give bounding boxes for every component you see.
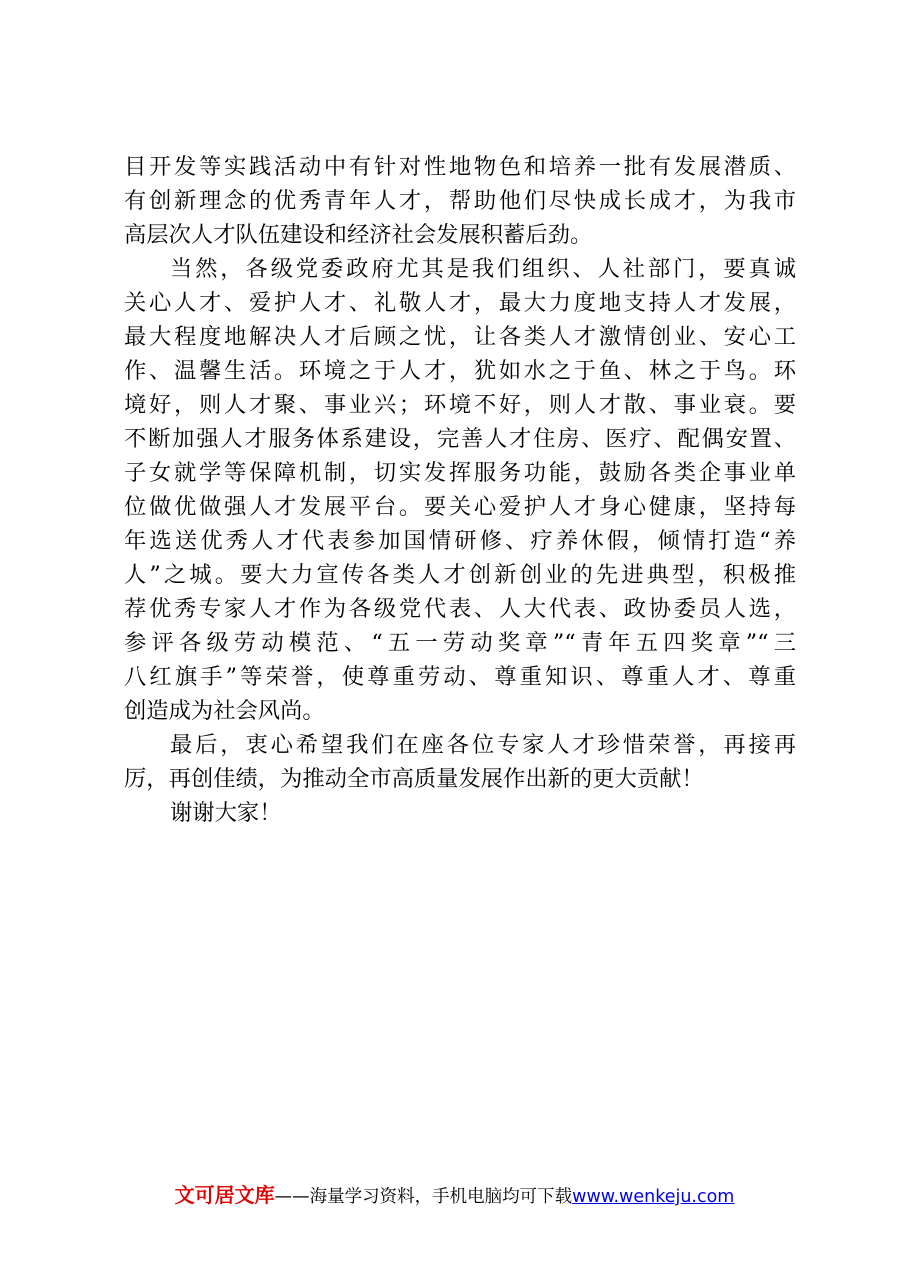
text-line: 创造成为社会风尚。 [124,698,325,724]
text-line: 不断加强人才服务体系建设，完善人才住房、医疗、配偶安置、 [124,426,796,452]
text-line: 作、温馨生活。环境之于人才，犹如水之于鱼、林之于鸟。环 [124,358,796,384]
text-line: 人”之城。要大力宣传各类人才创新创业的先进典型，积极推 [124,562,796,588]
text-line: 参评各级劳动模范、“五一劳动奖章”“青年五四奖章”“三 [124,630,796,656]
text-line: 高层次人才队伍建设和经济社会发展积蓄后劲。 [124,222,593,248]
document-body [124,150,796,830]
footer-tagline: ——海量学习资料，手机电脑均可下载 [274,1187,573,1207]
text-line: 最后，衷心希望我们在座各位专家人才珍惜荣誉，再接再 [170,732,796,758]
text-line: 年选送优秀人才代表参加国情研修、疗养休假，倾情打造“养 [124,528,796,554]
text-line: 关心人才、爱护人才、礼敬人才，最大力度地支持人才发展， [124,290,796,316]
text-line: 当然，各级党委政府尤其是我们组织、人社部门，要真诚 [170,256,796,282]
text-line: 最大程度地解决人才后顾之忧，让各类人才激情创业、安心工 [124,324,796,350]
text-line: 位做优做强人才发展平台。要关心爱护人才身心健康，坚持每 [124,494,796,520]
text-line: 厉，再创佳绩，为推动全市高质量发展作出新的更大贡献！ [124,766,704,792]
text-line: 八红旗手”等荣誉，使尊重劳动、尊重知识、尊重人才、尊重 [124,664,796,690]
footer-brand: 文可居文库 [174,1183,275,1207]
text-line: 荐优秀专家人才作为各级党代表、人大代表、政协委员人选， [124,596,796,622]
text-line: 境好，则人才聚、事业兴；环境不好，则人才散、事业衰。要 [124,392,796,418]
footer-banner [0,1183,909,1209]
text-line: 有创新理念的优秀青年人才，帮助他们尽快成长成才，为我市 [124,188,796,214]
footer-link[interactable]: www.wenkeju.com [572,1187,735,1207]
text-line: 谢谢大家！ [170,800,282,826]
text-line: 子女就学等保障机制，切实发挥服务功能，鼓励各类企事业单 [124,460,796,486]
text-line: 目开发等实践活动中有针对性地物色和培养一批有发展潜质、 [124,154,796,180]
